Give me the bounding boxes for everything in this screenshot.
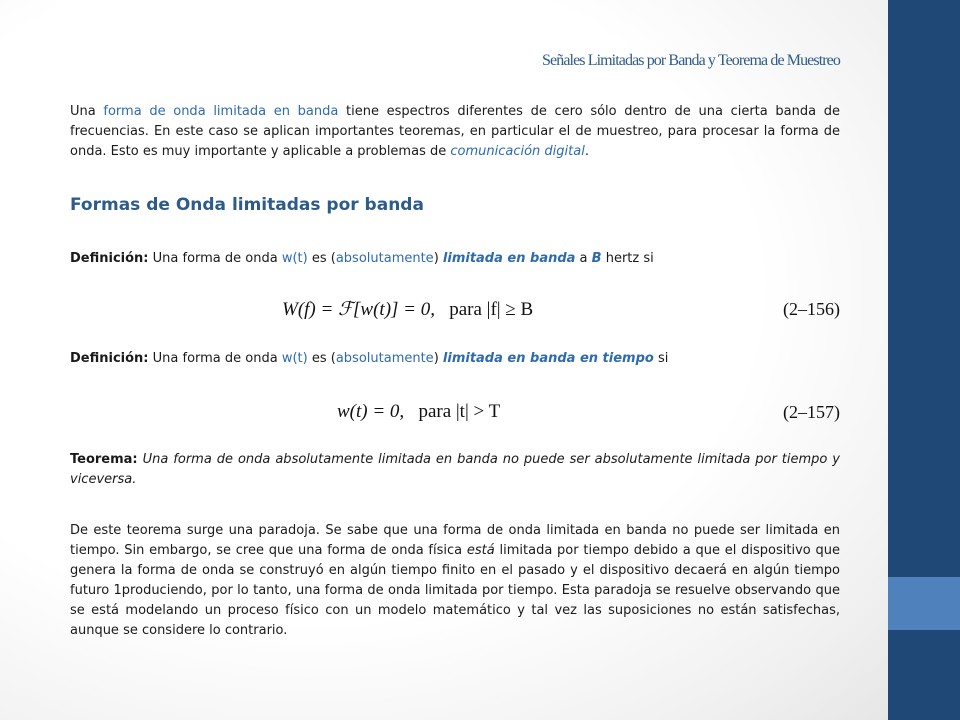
side-band-bottom — [888, 630, 960, 720]
side-band-dark — [888, 0, 960, 577]
intro-highlight: forma de onda limitada en banda — [103, 104, 339, 119]
equation-number-1: (2–156) — [783, 299, 840, 319]
intro-digital-link: comunicación digital — [450, 144, 585, 159]
section-heading: Formas de Onda limitadas por banda — [70, 195, 424, 215]
side-band-accent — [888, 577, 960, 630]
intro-paragraph: Una forma de onda limitada en banda tiene espectros diferentes de cero sólo dentro de una cierta banda de frecuencias. En este caso se aplican importantes teoremas, en particular el de muestreo, para procesar la forma de onda. Esto es muy importante y aplicable a problemas de comunicación digital. — [70, 104, 840, 159]
equation-2-157: w(t) = 0, para |t| > T — [337, 401, 501, 422]
paradox-paragraph: De este teorema surge una paradoja. Se sabe que una forma de onda limitada en banda no puede ser limitada en tiempo. Sin embargo, se cree que una forma de onda física está limitada por tiempo debido a que el dispositivo que genera la forma de onda se construyó en algún tiempo finito en el pasado y el dispositivo decaerá en algún tiempo futuro 1produciendo, por lo tanto, una forma de onda limitada por tiempo. Esta paradoja se resuelve observando que se está modelando un proceso físico con un modelo matemático y tal vez las suposiciones no están satisfechas, aunque se considere lo contrario. — [70, 523, 840, 638]
equation-number-2: (2–157) — [783, 402, 840, 422]
slide-title: Señales Limitadas por Banda y Teorema de Muestreo — [542, 52, 840, 69]
definition-1: Definición: Una forma de onda w(t) es (absolutamente) limitada en banda a B hertz si — [70, 251, 654, 266]
definition-2: Definición: Una forma de onda w(t) es (absolutamente) limitada en banda en tiempo si — [70, 351, 669, 366]
equation-2-156: W(f) = ℱ[w(t)] = 0, para |f| ≥ B — [282, 299, 534, 320]
theorem-paragraph: Teorema: Una forma de onda absolutamente limitada en banda no puede ser absolutamente limitada por tiempo y viceversa. — [70, 452, 840, 487]
